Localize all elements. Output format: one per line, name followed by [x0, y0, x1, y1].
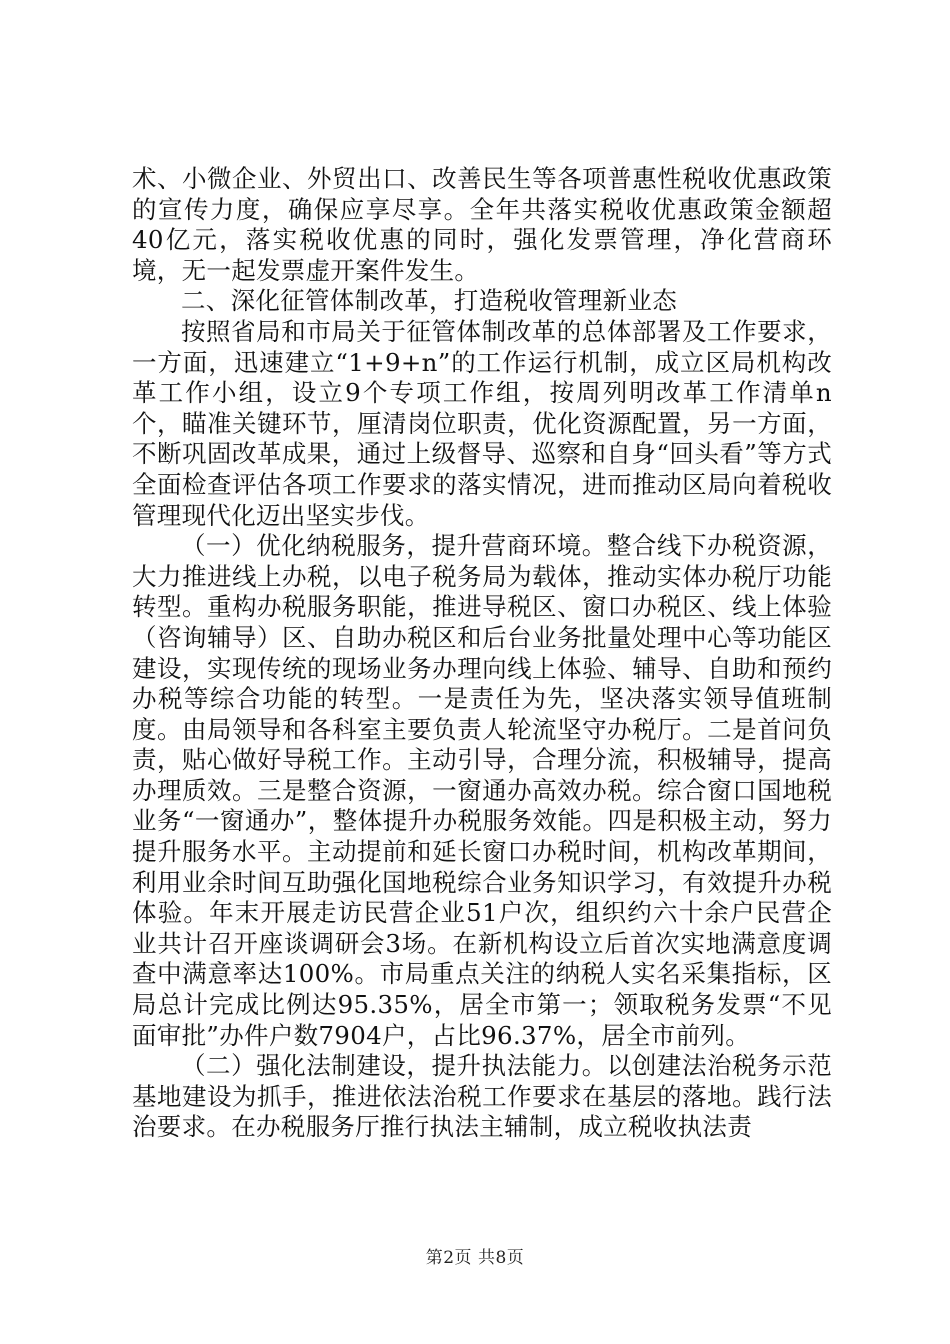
document-body	[132, 164, 832, 1143]
paragraph-policy-continued: 术、小微企业、外贸出口、改善民生等各项普惠性税收优惠政策的宣传力度，确保应享尽享。全年共落实税收优惠政策金额超40亿元，落实税收优惠的同时，强化发票管理，净化营商环境，无一起发票虚开案件发生。	[132, 164, 832, 285]
paragraph-reform: 按照省局和市局关于征管体制改革的总体部署及工作要求，一方面，迅速建立“1+9+n”的工作运行机制，成立区局机构改革工作小组，设立9个专项工作组，按周列明改革工作清单n个，瞄准关键环节，厘清岗位职责，优化资源配置，另一方面，不断巩固改革成果，通过上级督导、巡察和自身“回头看”等方式全面检查评估各项工作要求的落实情况，进而推动区局向着税收管理现代化迈出坚实步伐。	[132, 316, 832, 530]
paragraph-tax-service: （一）优化纳税服务，提升营商环境。整合线下办税资源，大力推进线上办税，以电子税务局为载体，推动实体办税厅功能转型。重构办税服务职能，推进导税区、窗口办税区、线上体验（咨询辅导）区、自助办税区和后台业务批量处理中心等功能区建设，实现传统的现场业务办理向线上体验、辅导、自助和预约办税等综合功能的转型。一是责任为先，坚决落实领导值班制度。由局领导和各科室主要负责人轮流坚守办税厅。二是首问负责，贴心做好导税工作。主动引导，合理分流，积极辅导，提高办理质效。三是整合资源，一窗通办高效办税。综合窗口国地税业务“一窗通办”，整体提升办税服务效能。四是积极主动，努力提升服务水平。主动提前和延长窗口办税时间，机构改革期间，利用业余时间互助强化国地税综合业务知识学习，有效提升办税体验。年末开展走访民营企业51户次，组织约六十余户民营企业共计召开座谈调研会3场。在新机构设立后首次实地满意度调查中满意率达100%。市局重点关注的纳税人实名采集指标，区局总计完成比例达95.35%，居全市第一；领取税务发票“不见面审批”办件户数7904户，占比96.37%，居全市前列。	[132, 531, 833, 1050]
paragraph-legal-system: （二）强化法制建设，提升执法能力。以创建法治税务示范基地建设为抓手，推进依法治税工作要求在基层的落地。践行法治要求。在办税服务厅推行执法主辅制，成立税收执法责	[132, 1051, 832, 1142]
section-heading-reform: 二、深化征管体制改革，打造税收管理新业态	[181, 286, 677, 316]
page-number-footer: 第2页 共8页	[425, 1248, 525, 1268]
